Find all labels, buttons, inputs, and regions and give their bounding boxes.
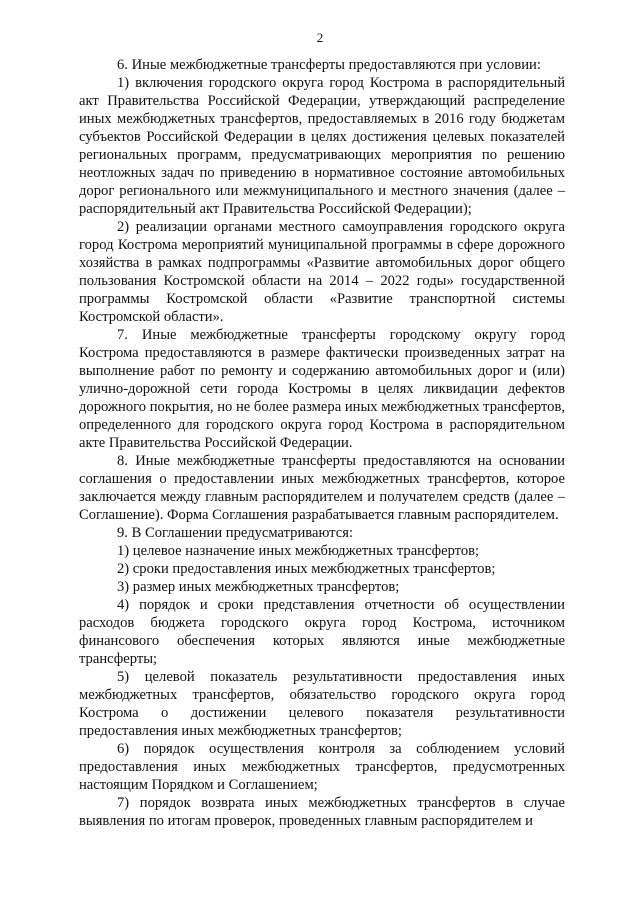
paragraph-9-item-5: 5) целевой показатель результативности предоставления иных межбюджетных трансфертов, обязательство городского округа город Кострома о достижении целевого показателя результативности предоставления иных межбюджетных трансфертов; <box>79 669 565 739</box>
paragraph-9-item-2: 2) сроки предоставления иных межбюджетных трансфертов; <box>117 561 496 577</box>
paragraph-6-condition-1: 1) включения городского округа город Кострома в распорядительный акт Правительства Российской Федерации, утверждающий распределение иных межбюджетных трансфертов, предоставляемых в 2016 году бюджетам субъектов Российской Федерации в целях достижения целевых показателей региональных программ, предусматривающих мероприятия по решению неотложных задач по приведению в нормативное состояние автомобильных дорог регионального или межмуниципального и местного значения (далее – распорядительный акт Правительства Российской Федерации); <box>79 75 565 217</box>
paragraph-9-item-6: 6) порядок осуществления контроля за соблюдением условий предоставления иных межбюджетных трансфертов, предусмотренных настоящим Порядком и Соглашением; <box>79 741 565 793</box>
paragraph-9-item-7: 7) порядок возврата иных межбюджетных трансфертов в случае выявления по итогам проверок, проведенных главным распорядителем и <box>79 795 565 829</box>
paragraph-6-condition-2: 2) реализации органами местного самоуправления городского округа город Кострома мероприятий муниципальной программы в сфере дорожного хозяйства в рамках подпрограммы «Развитие автомобильных дорог общего пользования Костромской области на 2014 – 2022 годы» государственной программы Костромской области «Развитие транспортной системы Костромской области». <box>79 219 565 325</box>
paragraph-9-item-4: 4) порядок и сроки представления отчетности об осуществлении расходов бюджета городского округа город Кострома, источником финансового обеспечения которых являются иные межбюджетные трансферты; <box>79 597 565 667</box>
paragraph-9-item-1: 1) целевое назначение иных межбюджетных трансфертов; <box>117 543 480 559</box>
paragraph-9-item-3: 3) размер иных межбюджетных трансфертов; <box>117 579 400 595</box>
paragraph-8: 8. Иные межбюджетные трансферты предоставляются на основании соглашения о предоставлении иных межбюджетных трансфертов, которое заключается между главным распорядителем и получателем средств (далее – Соглашение). Форма Соглашения разрабатывается главным распорядителем. <box>79 453 565 523</box>
page-number: 2 <box>316 30 324 45</box>
document-body <box>79 56 565 830</box>
paragraph-9-intro: 9. В Соглашении предусматриваются: <box>117 525 353 541</box>
paragraph-6-intro: 6. Иные межбюджетные трансферты предоставляются при условии: <box>117 57 541 73</box>
paragraph-7: 7. Иные межбюджетные трансферты городскому округу город Кострома предоставляются в размере фактически произведенных затрат на выполнение работ по ремонту и содержанию автомобильных дорог и (или) улично-дорожной сети города Костромы в целях ликвидации дефектов дорожного покрытия, но не более размера иных межбюджетных трансфертов, определенного для городского округа город Кострома в распорядительном акте Правительства Российской Федерации. <box>79 327 565 451</box>
